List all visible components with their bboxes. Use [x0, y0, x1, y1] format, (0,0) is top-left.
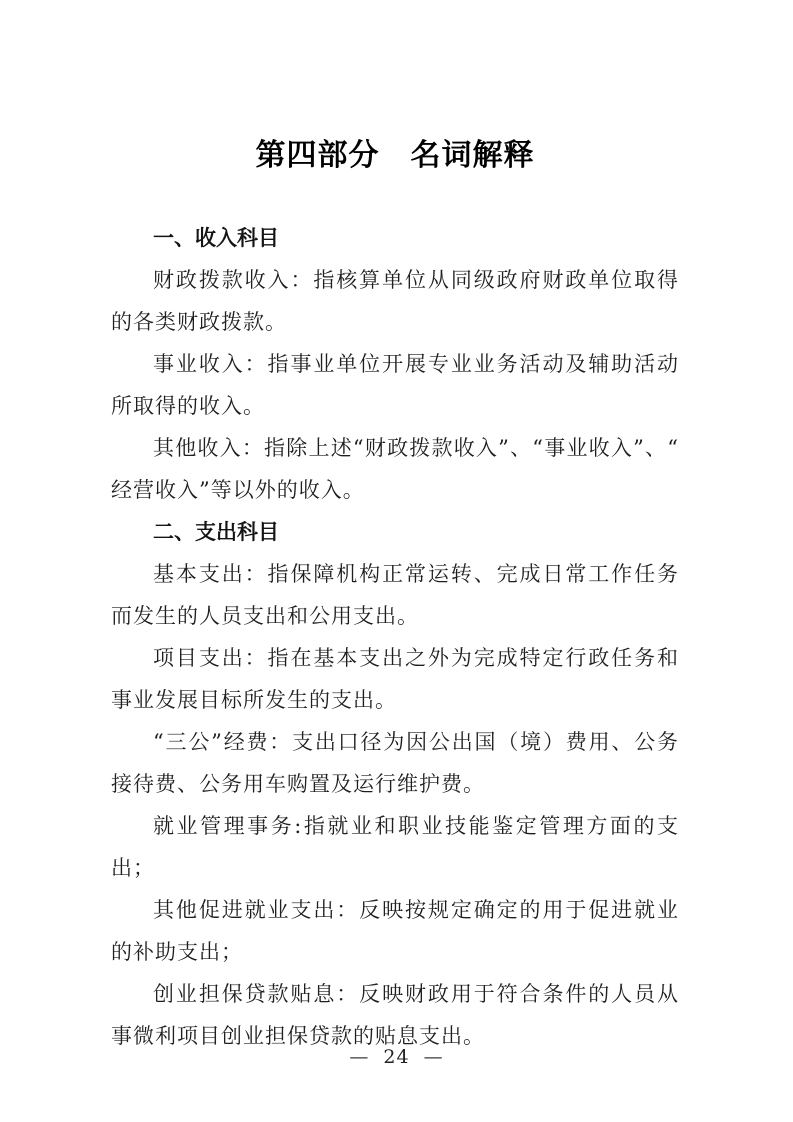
- paragraph-operational-income: 事业收入：指事业单位开展专业业务活动及辅助活动所取得的收入。: [111, 352, 679, 418]
- paragraph-startup-loan-interest-subsidy: 创业担保贷款贴息：反映财政用于符合条件的人员从事微利项目创业担保贷款的贴息支出。: [111, 982, 679, 1048]
- section-income-accounts: [111, 217, 679, 511]
- footer-dash-left-icon: —: [349, 1046, 370, 1068]
- section-expenditure-accounts: [111, 511, 679, 1057]
- footer-dash-right-icon: —: [423, 1046, 444, 1068]
- paragraph-employment-management: 就业管理事务:指就业和职业技能鉴定管理方面的支出；: [111, 814, 679, 880]
- paragraph-other-income: 其他收入：指除上述“财政拨款收入”、“事业收入”、“ 经营收入”等以外的收入。: [111, 436, 679, 502]
- paragraph-fiscal-appropriation-income: 财政拨款收入：指核算单位从同级政府财政单位取得的各类财政拨款。: [111, 268, 679, 334]
- paragraph-project-expenditure: 项目支出：指在基本支出之外为完成特定行政任务和事业发展目标所发生的支出。: [111, 646, 679, 712]
- paragraph-other-employment-promotion: 其他促进就业支出：反映按规定确定的用于促进就业的补助支出；: [111, 898, 679, 964]
- page-number: 24: [383, 1046, 410, 1068]
- paragraph-three-public-funds: “三公”经费：支出口径为因公出国（境）费用、公务接待费、公务用车购置及运行维护费。: [111, 730, 679, 796]
- section-heading-income: 一、收入科目: [153, 226, 279, 250]
- page-title: 第四部分 名词解释: [255, 138, 535, 173]
- paragraph-basic-expenditure: 基本支出：指保障机构正常运转、完成日常工作任务而发生的人员支出和公用支出。: [111, 562, 679, 628]
- section-heading-expenditure: 二、支出科目: [153, 520, 279, 544]
- page-footer: [0, 1046, 793, 1068]
